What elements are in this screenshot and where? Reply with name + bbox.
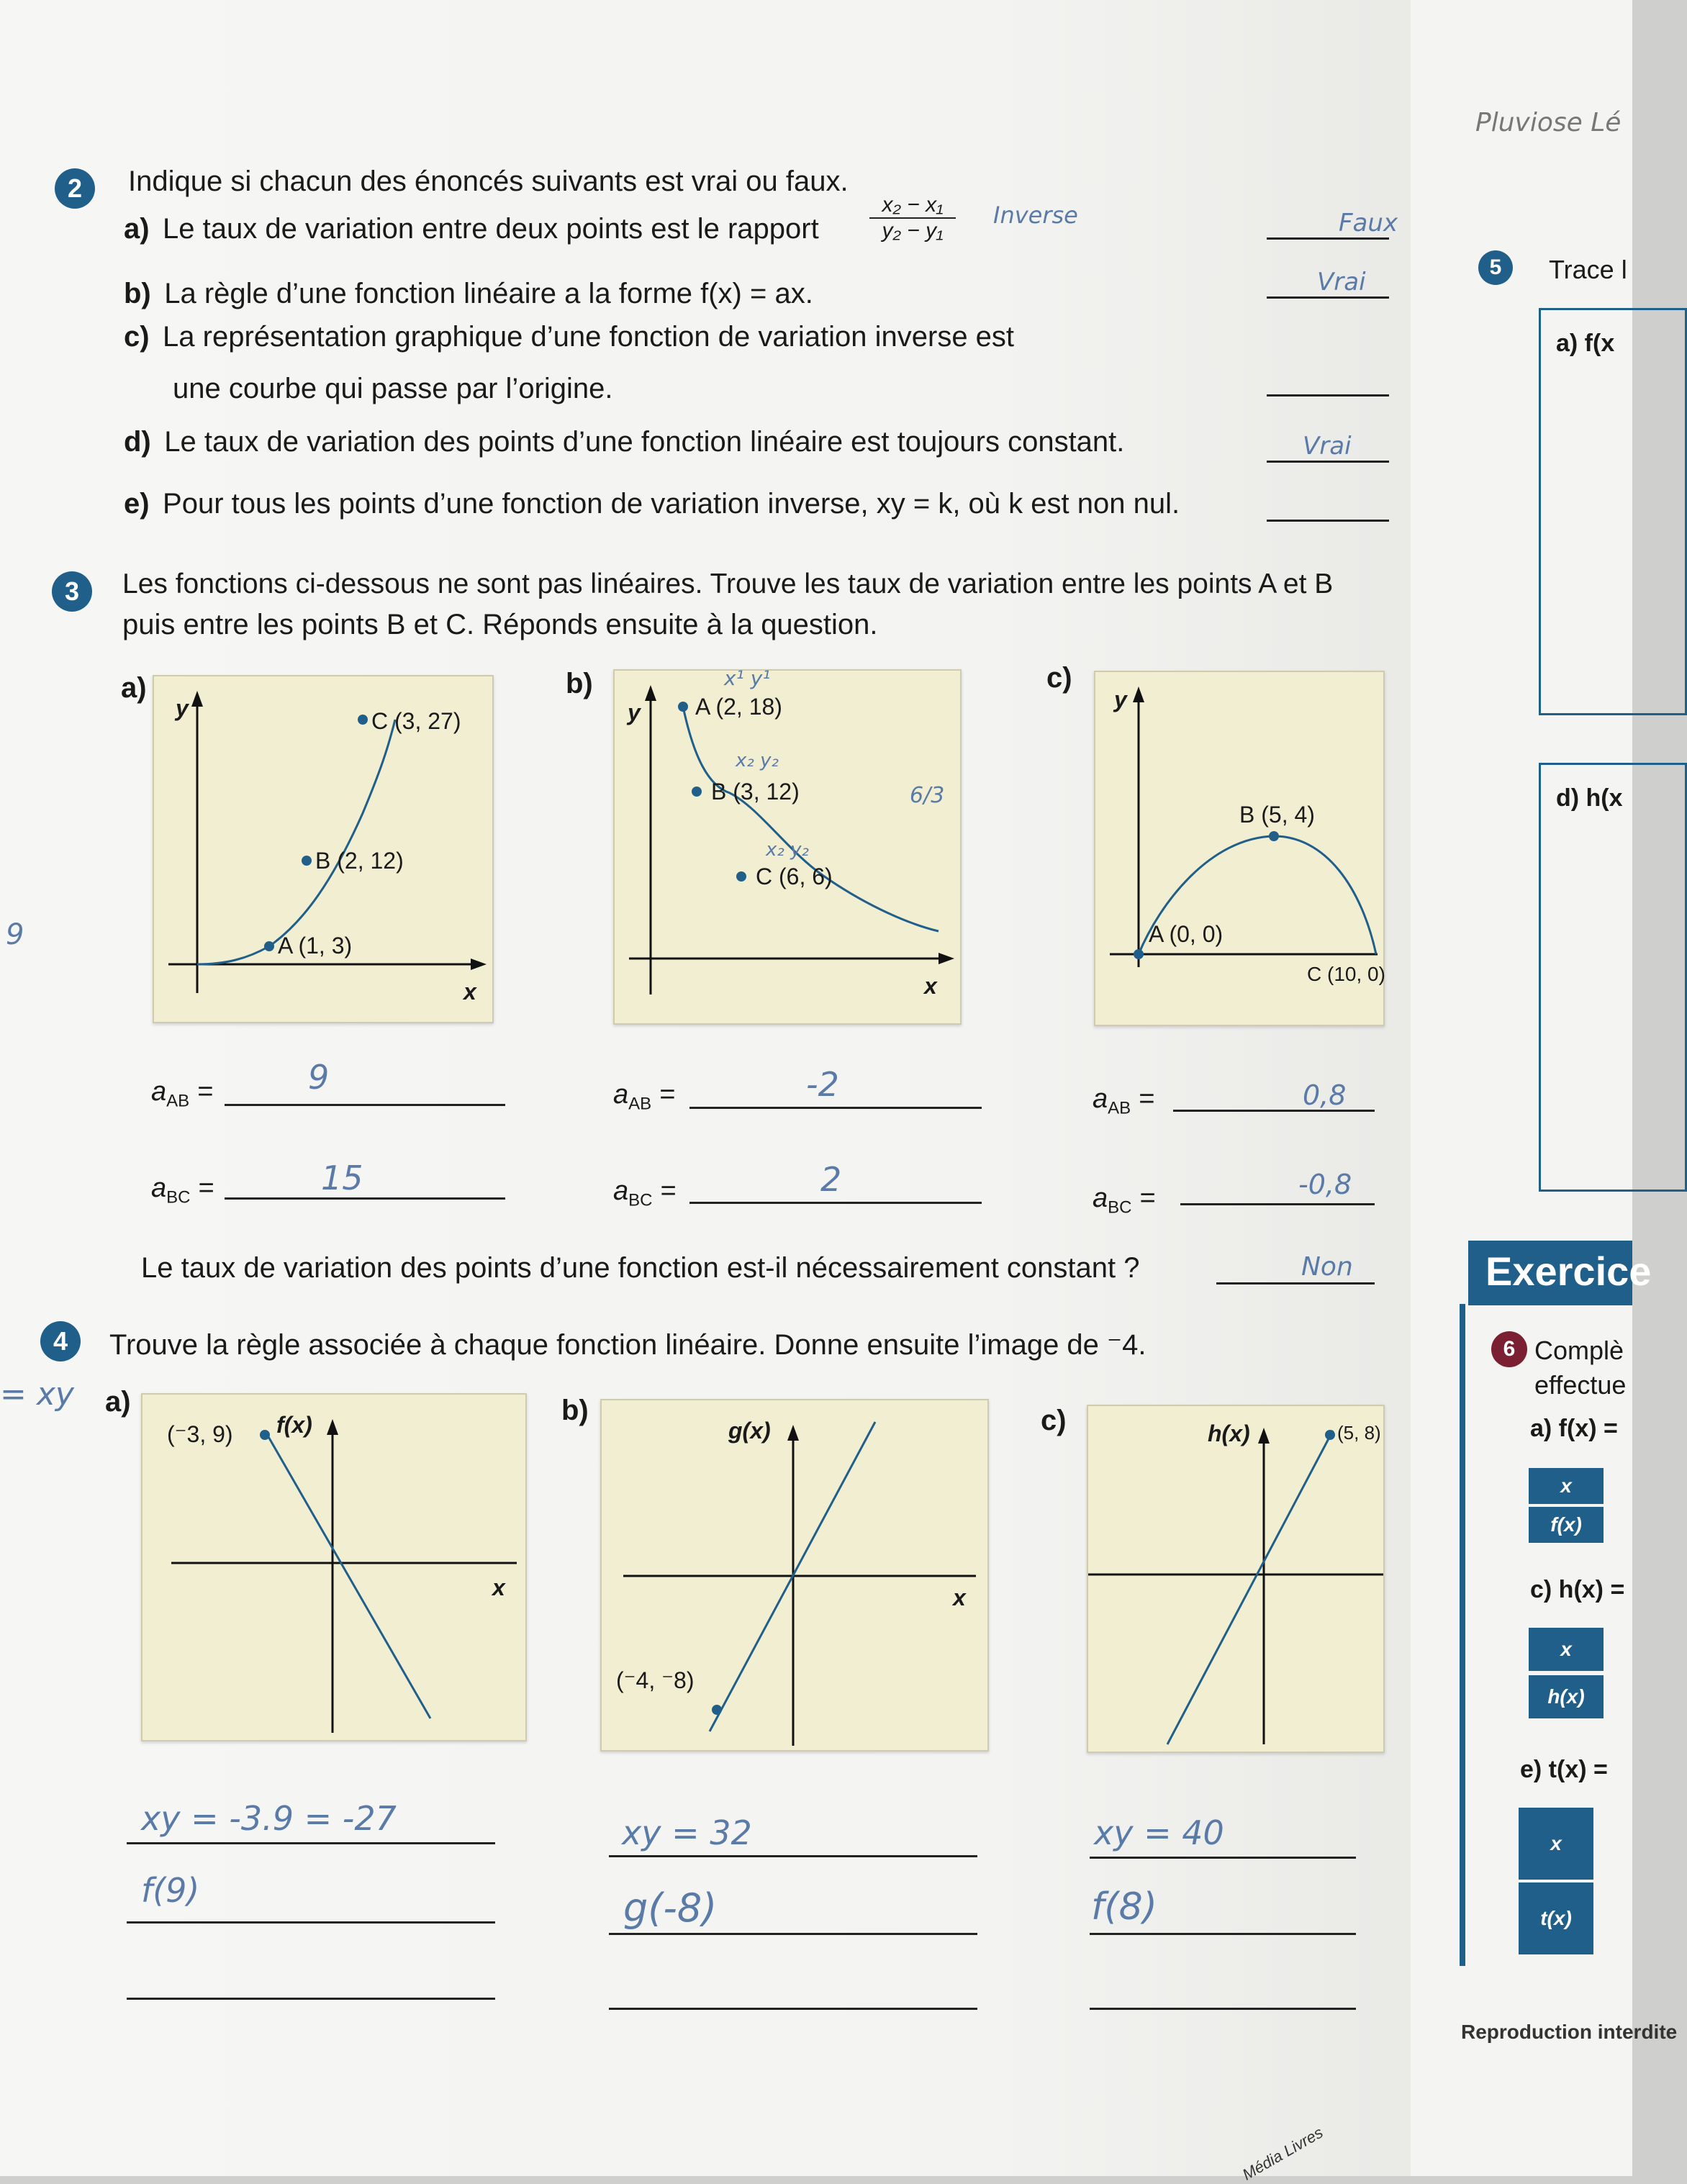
q2-item-a-note: Inverse xyxy=(993,201,1078,229)
q4a-func-label: f(x) xyxy=(276,1412,312,1438)
exercise-rule xyxy=(1460,1304,1465,1966)
q2-item-a-fraction xyxy=(869,193,956,243)
q2-answer-c-line[interactable] xyxy=(1267,394,1389,397)
footer-copyright: Reproduction interdite xyxy=(1461,2021,1678,2043)
q4-graph-a xyxy=(141,1393,527,1741)
q3a-point-c: C (3, 27) xyxy=(371,708,461,734)
q3b-y-axis-label: y xyxy=(628,699,641,725)
q3b-rate-ab-label: $a_{AB}$ = xyxy=(613,1079,675,1114)
q5-box-d xyxy=(1539,763,1687,1192)
question-4-number: 4 xyxy=(40,1321,81,1361)
q2-item-a-text: Le taux de variation entre deux points est le rapport xyxy=(163,213,819,245)
q4b-work-2: g(-8) xyxy=(623,1885,718,1931)
q6-e-row-x: x xyxy=(1519,1808,1593,1880)
q2-item-e-text: Pour tous les points d’une fonction de variation inverse, xy = k, où k est non nul. xyxy=(163,488,1180,520)
question-2-instruction: Indique si chacun des énoncés suivants est vrai ou faux. xyxy=(128,166,849,197)
q4-graph-b xyxy=(600,1399,989,1752)
q3a-rate-bc-line[interactable] xyxy=(225,1197,505,1200)
q2-item-e xyxy=(124,488,1180,520)
q6-e-label: e) t(x) = xyxy=(1520,1756,1608,1783)
q3b-rate-ab-line[interactable] xyxy=(689,1107,982,1109)
q4a-x-axis-label: x xyxy=(492,1574,505,1600)
left-margin-note: 9 xyxy=(6,918,24,951)
q3-question-answer: Non xyxy=(1301,1252,1353,1282)
q4b-x-axis-label: x xyxy=(953,1585,966,1610)
q4a-work-line-2[interactable] xyxy=(127,1921,495,1924)
q2-item-e-label: e) xyxy=(124,488,150,520)
q3c-y-axis-label: y xyxy=(1114,687,1127,712)
q2-item-b-label: b) xyxy=(124,278,151,309)
q6-e-row-tx: t(x) xyxy=(1519,1882,1593,1954)
q4b-work-1: xy = 32 xyxy=(622,1813,752,1852)
q3a-rate-bc-answer: 15 xyxy=(321,1159,363,1197)
q6-c-row-hx: h(x) xyxy=(1529,1675,1604,1718)
q3c-rate-bc-label: $a_{BC}$ = xyxy=(1093,1183,1156,1218)
q6-a-row-x: x xyxy=(1529,1468,1604,1504)
q3-graph-b xyxy=(613,666,962,1025)
q4c-work-line-1[interactable] xyxy=(1090,1857,1356,1859)
question-6-number: 6 xyxy=(1491,1331,1527,1367)
q3-graph-b-label: b) xyxy=(566,668,593,699)
q2-answer-d-line[interactable] xyxy=(1267,461,1389,463)
q3a-point-b: B (2, 12) xyxy=(315,848,404,874)
question-6-text-1: Complè xyxy=(1534,1336,1624,1365)
q2-item-d xyxy=(124,426,1124,458)
q3c-rate-bc-line[interactable] xyxy=(1180,1203,1375,1205)
q2-answer-b-line[interactable] xyxy=(1267,296,1389,299)
q4-graph-c xyxy=(1087,1405,1385,1753)
question-4-instruction: Trouve la règle associée à chaque fonction linéaire. Donne ensuite l’image de ⁻4. xyxy=(109,1329,1146,1361)
q4-graph-b-label: b) xyxy=(561,1395,589,1426)
q2-answer-a: Faux xyxy=(1339,209,1398,237)
exercise-banner-text: Exercice xyxy=(1485,1249,1652,1294)
q3-graph-a-label: a) xyxy=(121,672,147,704)
q3b-point-b: B (3, 12) xyxy=(711,779,800,805)
q3-graph-a xyxy=(153,675,494,1023)
q3-question-answer-line[interactable] xyxy=(1216,1282,1375,1284)
question-5-text: Trace l xyxy=(1549,255,1627,284)
q2-item-c xyxy=(124,321,1014,353)
q2-item-d-label: d) xyxy=(124,426,151,458)
q6-c-label: c) h(x) = xyxy=(1530,1576,1625,1603)
q3a-point-a: A (1, 3) xyxy=(278,933,353,959)
q2-item-a xyxy=(124,213,819,245)
q2-item-c-text2: une courbe qui passe par l’origine. xyxy=(173,373,613,404)
q3b-note-1: x¹ y¹ xyxy=(724,666,771,690)
question-2-number: 2 xyxy=(55,168,95,209)
q2-answer-b: Vrai xyxy=(1317,268,1366,296)
q3-question: Le taux de variation des points d’une fonction est-il nécessairement constant ? xyxy=(141,1252,1140,1284)
question-6-text-2: effectue xyxy=(1534,1370,1627,1400)
q3b-note-4: 6/3 xyxy=(910,783,945,808)
q3a-x-axis-label: x xyxy=(463,979,476,1005)
q3a-rate-ab-label: $a_{AB}$ = xyxy=(151,1077,213,1111)
q3a-rate-bc-label: $a_{BC}$ = xyxy=(151,1173,214,1207)
q4c-work-1: xy = 40 xyxy=(1094,1813,1224,1852)
q6-a-label: a) f(x) = xyxy=(1530,1415,1618,1442)
q3-graph-c xyxy=(1094,671,1385,1026)
q4b-func-label: g(x) xyxy=(728,1418,771,1444)
q2-item-b-text: La règle d’une fonction linéaire a la forme f(x) = ax. xyxy=(164,278,813,309)
q3c-point-a: A (0, 0) xyxy=(1149,921,1224,947)
q2-item-a-label: a) xyxy=(124,213,150,245)
q5-a-label: a) f(x xyxy=(1556,330,1615,357)
q3-graph-c-label: c) xyxy=(1046,662,1072,694)
q4a-work-line-3[interactable] xyxy=(127,1998,495,2000)
q2-item-c-label: c) xyxy=(124,321,150,353)
q2-answer-d: Vrai xyxy=(1303,432,1352,461)
q4b-work-line-1[interactable] xyxy=(609,1855,977,1857)
q4b-work-line-3[interactable] xyxy=(609,2008,977,2010)
q4c-work-line-3[interactable] xyxy=(1090,2008,1356,2010)
question-3-number: 3 xyxy=(52,571,92,612)
q3b-point-c: C (6, 6) xyxy=(756,864,833,889)
q3c-point-c: C (10, 0) xyxy=(1307,963,1385,985)
fraction-numerator: x₂ − x₁ xyxy=(869,193,956,219)
q4c-func-label: h(x) xyxy=(1208,1420,1250,1446)
q4b-work-line-2[interactable] xyxy=(609,1933,977,1935)
q5-box-a xyxy=(1539,308,1687,715)
q3c-rate-ab-answer: 0,8 xyxy=(1303,1079,1347,1111)
q4a-work-2: f(9) xyxy=(141,1871,200,1910)
q3a-rate-ab-answer: 9 xyxy=(308,1058,330,1097)
question-3-instruction-1: Les fonctions ci-dessous ne sont pas linéaires. Trouve les taux de variation entre les points A et B xyxy=(122,568,1334,599)
q2-answer-e-line[interactable] xyxy=(1267,520,1389,522)
question-3-instruction-2: puis entre les points B et C. Réponds ensuite à la question. xyxy=(122,609,878,640)
adjacent-page xyxy=(1411,0,1678,2176)
q4-margin-note: = xy xyxy=(0,1376,74,1413)
publisher-logo: Média Livres xyxy=(1239,2123,1326,2184)
q4a-work-1: xy = -3.9 = -27 xyxy=(141,1799,397,1838)
q3b-rate-bc-answer: 2 xyxy=(820,1160,842,1199)
q3b-rate-bc-line[interactable] xyxy=(689,1202,982,1204)
q4a-work-line-1[interactable] xyxy=(127,1842,495,1844)
q2-item-c-text: La représentation graphique d’une fonction de variation inverse est xyxy=(163,321,1015,353)
q3b-x-axis-label: x xyxy=(924,973,937,999)
q3a-y-axis-label: y xyxy=(176,695,189,721)
q2-item-b xyxy=(124,278,813,310)
q4c-work-2: f(8) xyxy=(1091,1885,1157,1929)
q4c-work-line-2[interactable] xyxy=(1090,1933,1356,1935)
q4b-point: (⁻4, ⁻8) xyxy=(616,1667,695,1693)
fraction-denominator: y₂ − y₁ xyxy=(882,219,944,243)
q6-a-row-fx: f(x) xyxy=(1529,1507,1604,1543)
exercise-banner xyxy=(1468,1241,1652,1305)
q4-graph-a-label: a) xyxy=(105,1386,131,1418)
q6-c-row-x: x xyxy=(1529,1628,1604,1671)
adjacent-page-note: Pluviose Lé xyxy=(1475,108,1622,137)
q4a-point: (⁻3, 9) xyxy=(167,1421,233,1447)
q3b-point-a: A (2, 18) xyxy=(695,694,782,720)
q3a-rate-ab-line[interactable] xyxy=(225,1104,505,1106)
q3c-rate-bc-answer: -0,8 xyxy=(1298,1169,1352,1200)
q2-answer-a-line[interactable] xyxy=(1267,237,1389,240)
q4-graph-c-label: c) xyxy=(1041,1405,1067,1436)
q3b-rate-ab-answer: -2 xyxy=(806,1065,839,1104)
q5-d-label: d) h(x xyxy=(1556,784,1623,812)
q2-item-d-text: Le taux de variation des points d’une fonction linéaire est toujours constant. xyxy=(164,426,1125,458)
q3b-rate-bc-label: $a_{BC}$ = xyxy=(613,1176,677,1210)
q3b-note-2: x₂ y₂ xyxy=(736,750,779,771)
q3c-rate-ab-label: $a_{AB}$ = xyxy=(1093,1084,1154,1118)
q3b-note-3: x₂ y₂ xyxy=(766,839,809,861)
question-5-number: 5 xyxy=(1478,250,1513,285)
q3c-point-b: B (5, 4) xyxy=(1239,802,1315,828)
q4c-point: (5, 8) xyxy=(1337,1422,1381,1444)
